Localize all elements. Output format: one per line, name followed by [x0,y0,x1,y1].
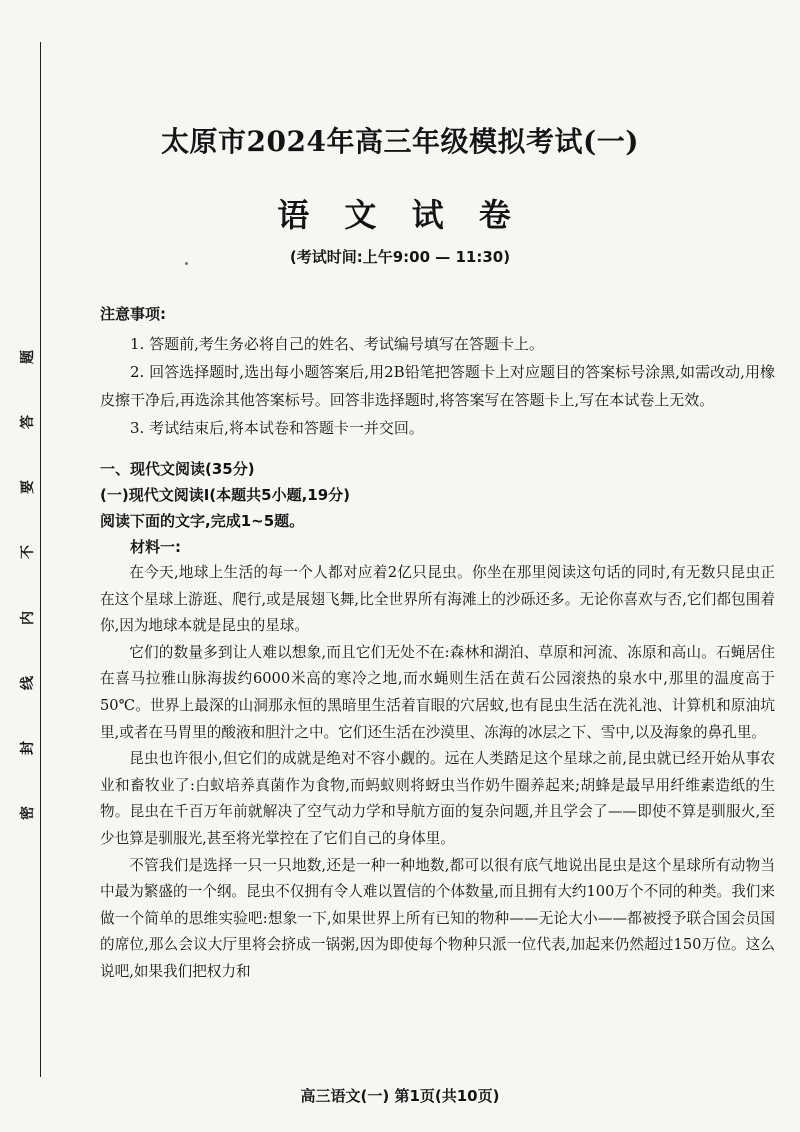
passage-paragraph: 不管我们是选择一只一只地数,还是一种一种地数,都可以很有底气地说出昆虫是这个星球所有动物当中最为繁盛的一个纲。昆虫不仅拥有令人难以置信的个体数量,而且拥有大约100万个不同的种类。我们来做一个简单的思维实验吧:想象一下,如果世界上所有已知的物种——无论大小——都被授予联合国会员国的席位,那么会议大厅里将会挤成一锅粥,因为即使每个物种只派一位代表,加起来仍然超过150万位。这么说吧,如果我们把权力和 [100,856,775,980]
seal-char: 答 [20,415,36,430]
seal-line-notice [16,350,40,820]
page-footer: 高三语文(一) 第1页(共10页) [300,1087,500,1105]
passage-paragraph: 它们的数量多到让人难以想象,而且它们无处不在:森林和湖泊、草原和河流、冻原和高山。石蝇居住在喜马拉雅山脉海拔约6000米高的寒冷之地,而水蝇则生活在黄石公园滚热的泉水中,那里的温度高于50℃。世界上最深的山洞那永恒的黑暗里生活着盲眼的穴居蚊,也有昆虫生活在洗礼池、计算机和原油坑里,或者在马胃里的酸液和胆汁之中。它们还生活在沙漠里、冻海的冰层之下、雪中,以及海象的鼻孔里。 [100,643,775,741]
seal-char: 题 [20,350,36,364]
section-instruction: 阅读下面的文字,完成1~5题。 [100,512,305,530]
notice-title: 注意事项: [100,305,166,323]
seal-char: 封 [20,740,36,755]
notice-item: 2. 回答选择题时,选出每小题答案后,用2B铅笔把答题卡上对应题目的答案标号涂黑,如需改动,用橡皮擦干净后,再选涂其他答案标号。回答非选择题时,将答案写在答题卡上,写在本试卷上无效。 [100,363,775,409]
exam-content [100,300,775,986]
passage-paragraph: 在今天,地球上生活的每一个人都对应着2亿只昆虫。你坐在那里阅读这句话的同时,有无数只昆虫正在这个星球上游逛、爬行,或是展翅飞舞,比全世界所有海滩上的沙砾还多。无论你喜欢与否,它们都包围着你,因为地球本就是昆虫的星球。 [100,564,775,635]
seal-char: 不 [20,545,36,560]
notice-item: 1. 答题前,考生务必将自己的姓名、考试编号填写在答题卡上。 [130,335,544,353]
seal-char: 线 [20,675,36,690]
print-speck [185,262,188,265]
reading-section [100,456,775,986]
notice-item: 3. 考试结束后,将本试卷和答题卡一并交回。 [130,419,424,437]
seal-char: 要 [20,480,36,495]
material-label: 材料一: [130,538,181,556]
seal-char: 密 [20,805,36,820]
passage-paragraph: 昆虫也许很小,但它们的成就是绝对不容小觑的。远在人类踏足这个星球之前,昆虫就已经开始从事农业和畜牧业了:白蚁培养真菌作为食物,而蚂蚁则将蚜虫当作奶牛圈养起来;胡蜂是最早用纤维素造纸的生物。昆虫在千百万年前就解决了空气动力学和导航方面的复杂问题,并且学会了——即使不算是驯服火,至少也算是驯服光,甚至将光掌控在了它们自己的身体里。 [100,750,775,847]
section-subheading: (一)现代文阅读Ⅰ(本题共5小题,19分) [100,486,351,504]
seal-char: 内 [20,610,36,625]
subject-title: 语 文 试 卷 [277,196,523,234]
section-heading: 一、现代文阅读(35分) [100,460,255,478]
exam-time: (考试时间:上午9:00 — 11:30) [289,248,511,266]
exam-main-title: 太原市2024年高三年级模拟考试(一) [161,125,639,158]
